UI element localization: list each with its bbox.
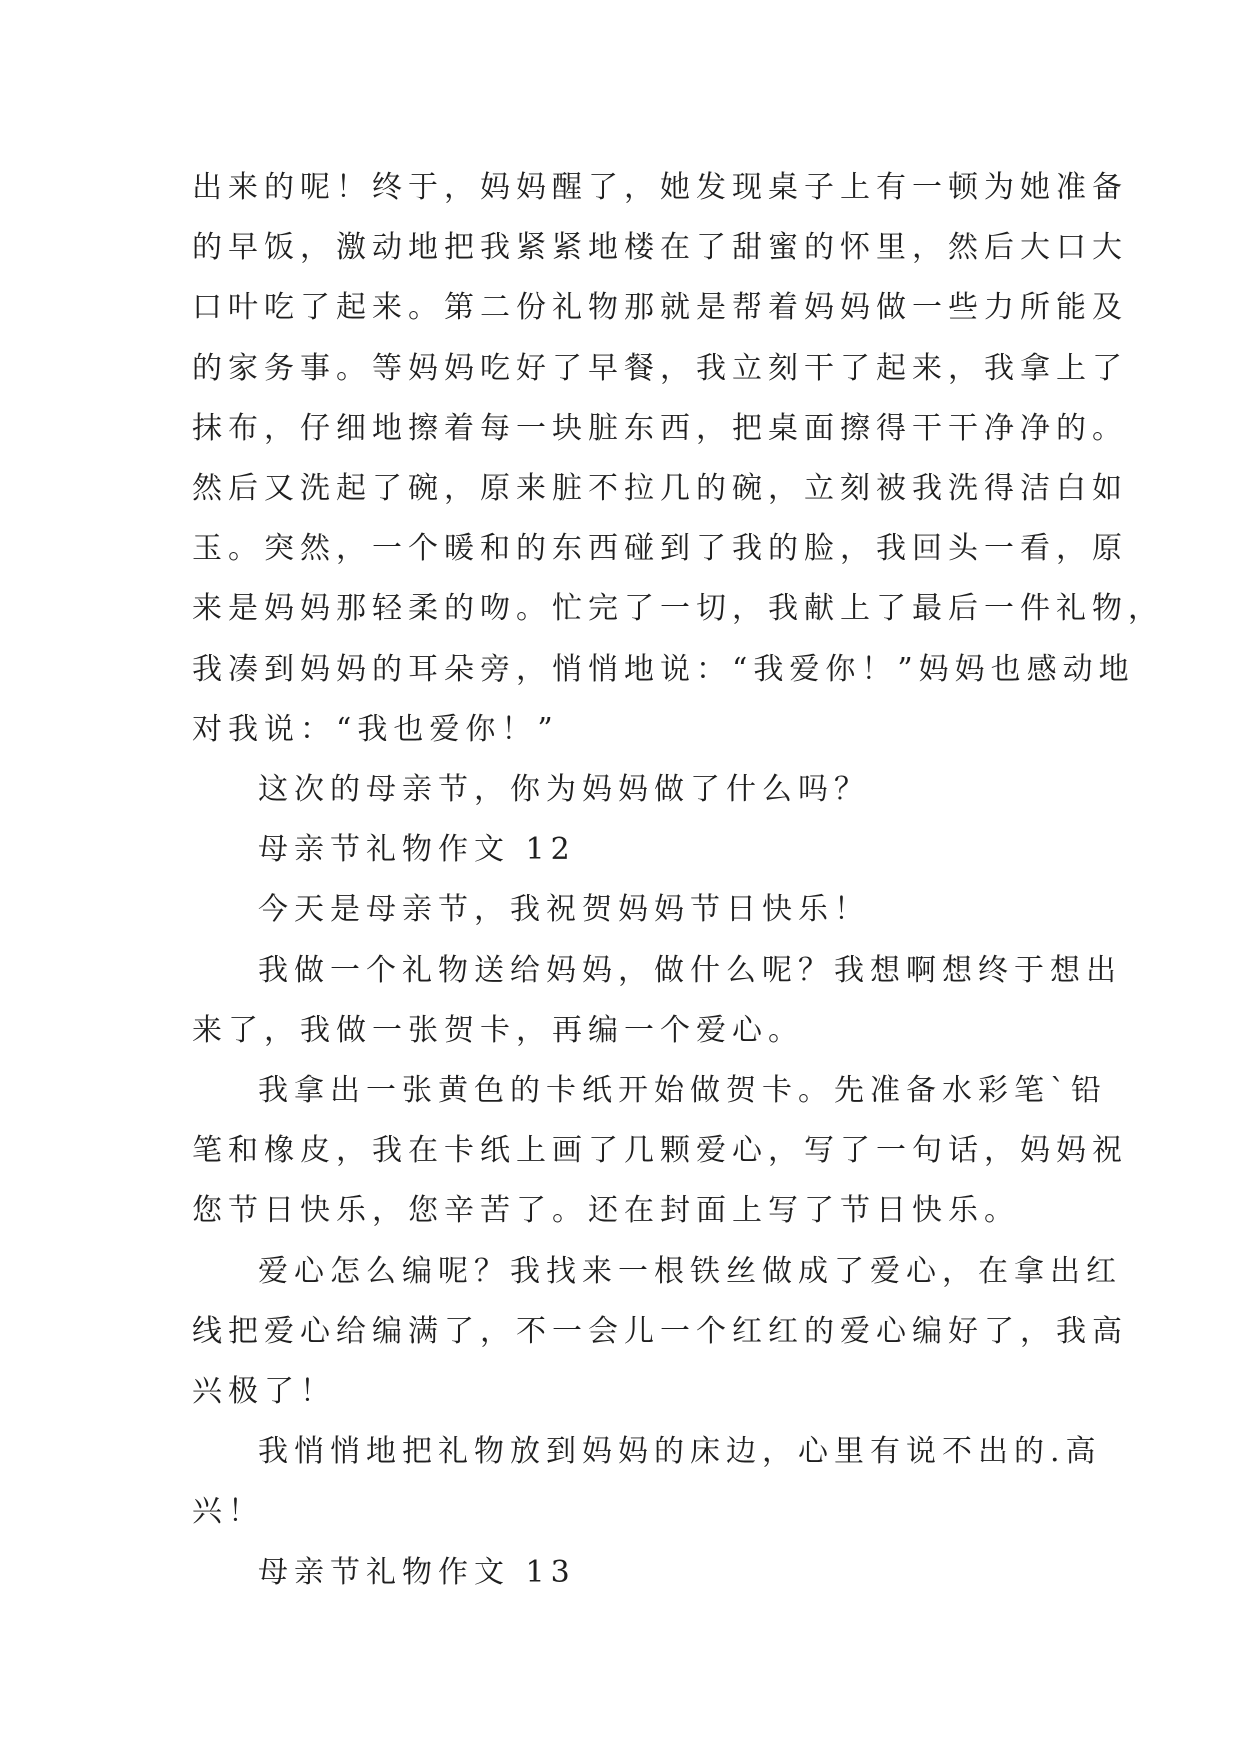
section-heading-13 [192,1543,1062,1603]
paragraph-2 [192,760,1062,820]
text-line: 爱心怎么编呢？我找来一根铁丝做成了爱心，在拿出红 [258,1253,1122,1289]
text-line: 母亲节礼物作文 12 [258,832,576,868]
text-line: 抹布，仔细地擦着每一块脏东西，把桌面擦得干干净净的。 [192,410,1128,446]
text-line: 来是妈妈那轻柔的吻。忙完了一切，我献上了最后一件礼物， [192,591,1164,627]
text-line: 笔和橡皮，我在卡纸上画了几颗爱心，写了一句话，妈妈祝 [192,1133,1128,1169]
text-line: 我凑到妈妈的耳朵旁，悄悄地说：“我爱你！”妈妈也感动地 [192,651,1135,687]
text-line: 这次的母亲节，你为妈妈做了什么吗？ [258,772,870,808]
text-line: 对我说：“我也爱你！” [192,711,559,747]
paragraph-7 [192,1422,1102,1542]
text-line: 然后又洗起了碗，原来脏不拉几的碗，立刻被我洗得洁白如 [192,471,1128,507]
paragraph-4 [192,941,1122,1061]
text-line: 今天是母亲节，我祝贺妈妈节日快乐！ [258,892,870,928]
text-line: 玉。突然，一个暖和的东西碰到了我的脸，我回头一看，原 [192,531,1128,567]
text-line: 的家务事。等妈妈吃好了早餐，我立刻干了起来，我拿上了 [192,350,1128,386]
text-line: 我拿出一张黄色的卡纸开始做贺卡。先准备水彩笔`铅 [258,1073,1107,1109]
text-line: 我悄悄地把礼物放到妈妈的床边，心里有说不出的.高 [258,1434,1102,1470]
paragraph-6 [192,1242,1128,1423]
text-line: 兴！ [192,1494,264,1530]
text-line: 线把爱心给编满了，不一会儿一个红红的爱心编好了，我高 [192,1313,1128,1349]
text-line: 母亲节礼物作文 13 [258,1554,576,1590]
text-line: 口叶吃了起来。第二份礼物那就是帮着妈妈做一些力所能及 [192,290,1128,326]
text-line: 我做一个礼物送给妈妈，做什么呢？我想啊想终于想出 [258,952,1122,988]
paragraph-5 [192,1061,1128,1242]
text-line: 的早饭，激动地把我紧紧地楼在了甜蜜的怀里，然后大口大 [192,230,1128,266]
text-line: 您节日快乐，您辛苦了。还在封面上写了节日快乐。 [192,1193,1020,1229]
document-body [192,158,1164,1603]
section-heading-12 [192,820,1062,880]
paragraph-1 [192,158,1164,760]
text-line: 出来的呢！终于，妈妈醒了，她发现桌子上有一顿为她准备 [192,170,1128,205]
text-line: 来了，我做一张贺卡，再编一个爱心。 [192,1012,804,1048]
paragraph-3 [192,880,1062,940]
text-line: 兴极了！ [192,1374,336,1410]
